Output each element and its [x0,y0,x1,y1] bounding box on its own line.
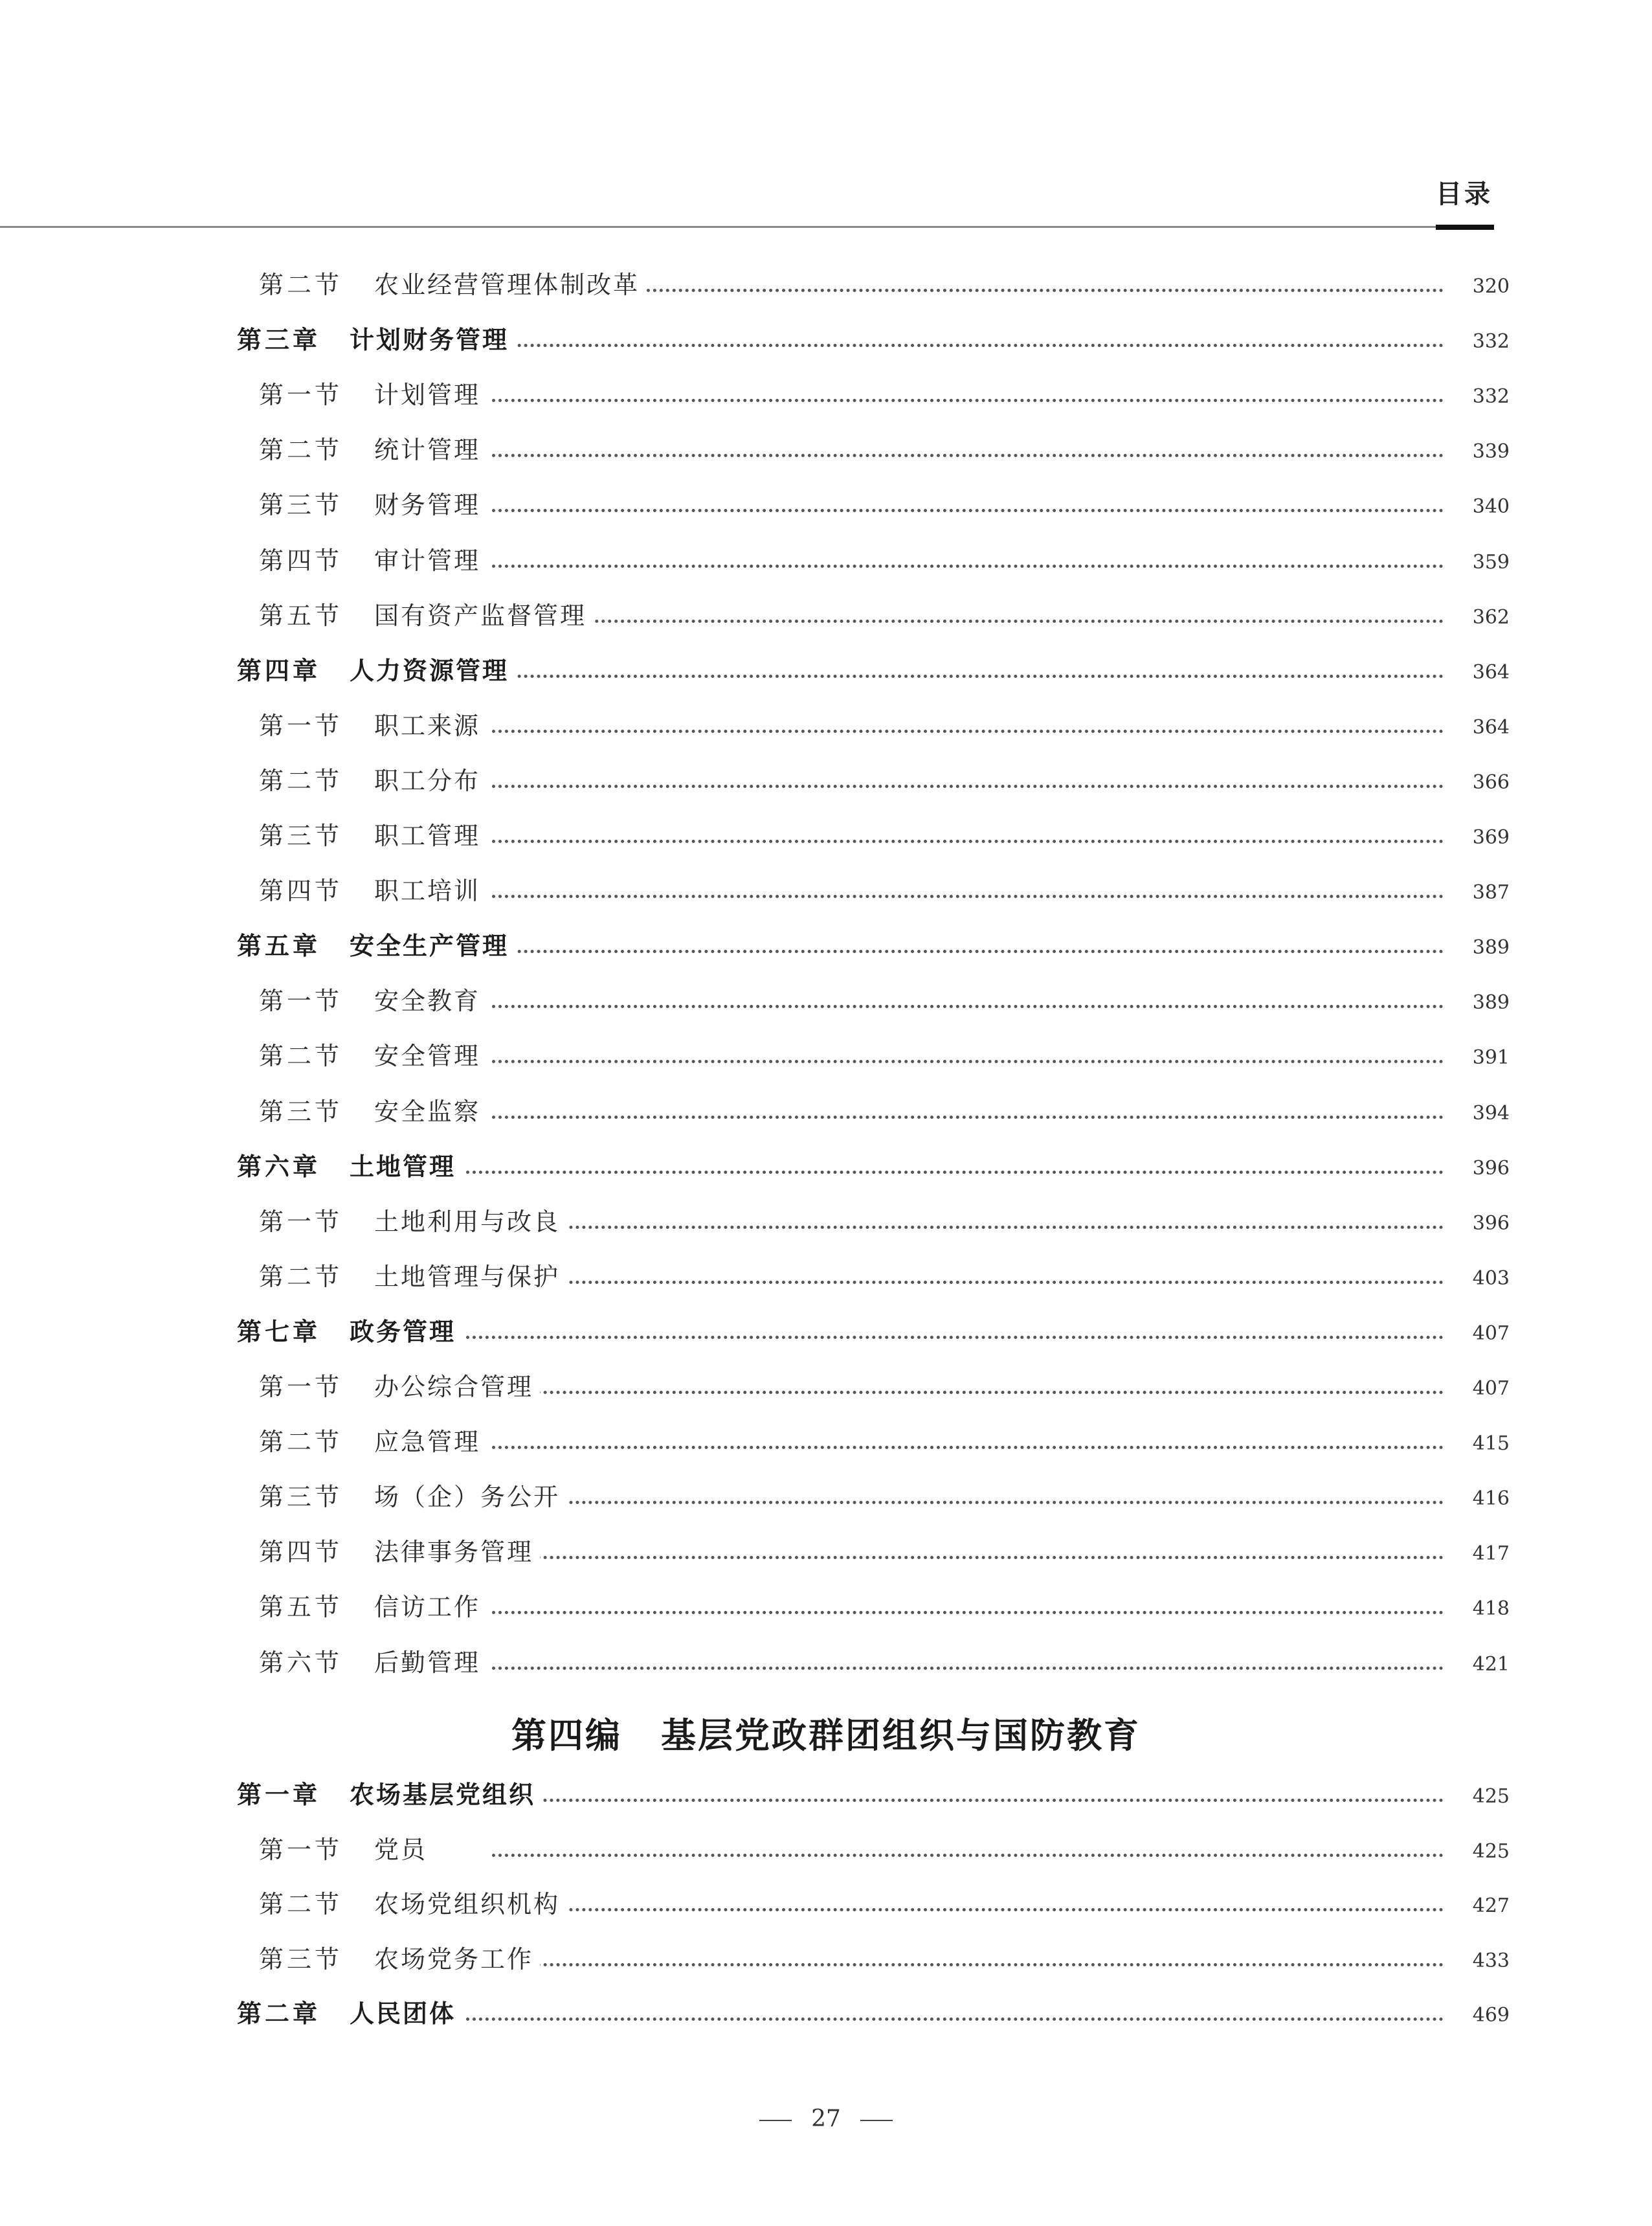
toc-entry-page: 396 [1472,1156,1510,1180]
toc-entry-label: 第二节 [259,1042,343,1071]
toc-entry-title: 职工分布 [374,761,487,800]
toc-entry-page: 389 [1472,991,1510,1015]
toc-entry-title: 财务管理 [374,486,487,524]
toc-entry-page: 418 [1472,1597,1510,1621]
toc-entry-title: 土地管理与保护 [374,1257,566,1296]
toc-entry-title: 土地利用与改良 [374,1202,566,1241]
footer-dash-left [759,2120,792,2121]
dot-leader [466,950,1444,953]
toc-section-row [0,1037,1652,1075]
toc-entry-title: 计划管理 [374,376,487,414]
toc-entry-title: 职工来源 [374,706,487,745]
toc-entry-label: 第六章 [237,1152,321,1181]
toc-entry-page: 389 [1472,936,1510,960]
toc-entry-label: 第二节 [259,271,343,299]
dot-leader [492,1963,1444,1966]
toc-chapter-row [0,927,1652,965]
toc-entry-title: 农场党务工作 [374,1940,540,1979]
dot-leader [492,1501,1444,1504]
toc-entry-label: 第一章 [237,1781,321,1809]
toc-entry-page: 320 [1472,275,1510,298]
dot-leader [492,565,1444,568]
toc-entry-label: 第四章 [237,656,321,685]
toc-entry-title: 安全监察 [374,1092,487,1131]
toc-section-row [0,431,1652,469]
header-rule [0,226,1489,228]
toc-entry-label: 第二节 [259,1262,343,1291]
toc-entry-page: 359 [1472,550,1510,574]
toc-entry-title: 统计管理 [374,431,487,469]
toc-section-row [0,1643,1652,1682]
toc-entry-page: 332 [1472,385,1510,409]
toc-entry-label: 第五节 [259,601,343,630]
toc-section-row [0,982,1652,1020]
toc-entry-page: 425 [1472,1839,1510,1863]
toc-entry-page: 403 [1472,1266,1510,1290]
toc-entry-label: 第三节 [259,1944,343,1973]
toc-entry-label: 第三节 [259,491,343,520]
toc-section-row [0,1885,1652,1924]
dot-leader [492,1226,1444,1229]
toc-entry-label: 第六节 [259,1648,343,1677]
toc-entry-page: 396 [1472,1211,1510,1235]
toc-section-row [0,1202,1652,1241]
toc-chapter-row [0,1775,1652,1814]
toc-entry-label: 第一节 [259,1207,343,1236]
toc-entry-label: 第三章 [237,326,321,355]
dot-leader [492,620,1444,623]
toc-entry-page: 364 [1472,660,1510,684]
toc-entry-page: 332 [1472,330,1510,354]
toc-entry-label: 第三节 [259,1097,343,1126]
part-title: 基层党政群团组织与国防教育 [661,1714,1141,1756]
toc-entry-page: 415 [1472,1432,1510,1456]
toc-entry-label: 第一节 [259,1373,343,1401]
toc-entry-title: 人力资源管理 [350,651,515,690]
toc-entry-label: 第四节 [259,546,343,575]
toc-entry-title: 农场党组织机构 [374,1885,566,1924]
toc-section-row [0,376,1652,414]
toc-entry-label: 第三节 [259,822,343,850]
toc-section-row [0,1533,1652,1571]
dot-leader [492,454,1444,457]
dot-leader [466,1799,1444,1802]
toc-section-row [0,1367,1652,1406]
dot-leader [492,895,1444,898]
toc-entry-page: 340 [1472,495,1510,519]
toc-section-row [0,816,1652,855]
toc-section-row [0,1257,1652,1296]
toc-chapter-row [0,320,1652,359]
toc-entry-title: 场（企）务公开 [374,1478,566,1516]
toc-entry-label: 第一节 [259,987,343,1016]
toc-entry-title: 安全生产管理 [350,927,515,965]
dot-leader [466,2018,1444,2021]
toc-entry-label: 第四节 [259,1538,343,1567]
header-accent-bar [1436,225,1494,230]
toc-section-row [0,265,1652,304]
toc-entry-title: 政务管理 [350,1312,462,1351]
footer-dash-right [860,2120,893,2121]
toc-entry-page: 425 [1472,1785,1510,1808]
page-number: 27 [811,2106,841,2132]
dot-leader [466,1171,1444,1174]
toc-entry-title: 计划财务管理 [350,320,515,359]
dot-leader [492,730,1444,733]
toc-entry-page: 433 [1472,1949,1510,1972]
toc-entry-title: 法律事务管理 [374,1533,540,1571]
toc-entry-title: 农场基层党组织 [350,1775,542,1814]
dot-leader [492,1391,1444,1394]
toc-entry-label: 第二节 [259,436,343,465]
toc-entry-label: 第七章 [237,1317,321,1346]
toc-entry-page: 416 [1472,1487,1510,1511]
toc-entry-title: 后勤管理 [374,1643,487,1682]
dot-leader [492,785,1444,788]
toc-entry-title: 安全教育 [374,982,487,1020]
toc-section-row [0,1422,1652,1461]
toc-entry-page: 469 [1472,2004,1510,2027]
toc-section-row [0,486,1652,524]
toc-entry-page: 369 [1472,826,1510,849]
toc-entry-page: 339 [1472,440,1510,464]
toc-section-row [0,871,1652,910]
toc-chapter-row [0,651,1652,690]
toc-chapter-row [0,1994,1652,2033]
dot-leader [492,1556,1444,1559]
toc-section-row [0,1588,1652,1626]
toc-entry-label: 第一节 [259,381,343,410]
dot-leader [492,1060,1444,1063]
dot-leader [492,1281,1444,1284]
toc-entry-label: 第四节 [259,877,343,906]
toc-entry-page: 417 [1472,1542,1510,1566]
toc-entry-page: 407 [1472,1377,1510,1400]
toc-entry-label: 第一节 [259,1835,343,1864]
dot-leader [492,1908,1444,1911]
toc-entry-page: 364 [1472,715,1510,739]
toc-entry-page: 421 [1472,1652,1510,1676]
toc-entry-label: 第三节 [259,1483,343,1512]
toc-chapter-row [0,1312,1652,1351]
toc-entry-title: 党员 [374,1830,434,1869]
toc-entry-label: 第五节 [259,1593,343,1622]
dot-leader [492,399,1444,402]
dot-leader [466,675,1444,678]
toc-entry-page: 362 [1472,605,1510,629]
toc-entry-label: 第二章 [237,1999,321,2028]
dot-leader [492,1667,1444,1670]
toc-entry-title: 审计管理 [374,541,487,580]
toc-section-row [0,706,1652,745]
dot-leader [492,1446,1444,1449]
toc-entry-page: 394 [1472,1101,1510,1125]
toc-entry-title: 应急管理 [374,1422,487,1461]
toc-entry-title: 土地管理 [350,1147,462,1186]
dot-leader [492,1854,1444,1857]
toc-entry-page: 427 [1472,1894,1510,1917]
page-footer [0,2106,1652,2132]
toc-section-row [0,596,1652,635]
dot-leader [492,509,1444,512]
dot-leader [466,1336,1444,1339]
toc-entry-title: 职工培训 [374,871,487,910]
toc-entry-page: 387 [1472,881,1510,905]
toc-entry-title: 办公综合管理 [374,1367,540,1406]
dot-leader [466,344,1444,347]
dot-leader [492,1005,1444,1008]
running-header-title: 目录 [1436,179,1493,209]
toc-entry-label: 第二节 [259,1428,343,1457]
toc-section-row [0,541,1652,580]
toc-entry-page: 366 [1472,770,1510,794]
toc-entry-title: 信访工作 [374,1588,487,1626]
part-heading [0,1708,1652,1758]
part-label: 第四编 [511,1714,622,1756]
toc-entry-title: 安全管理 [374,1037,487,1075]
toc-entry-title: 农业经营管理体制改革 [374,265,646,304]
toc-chapter-row [0,1147,1652,1186]
toc-entry-label: 第一节 [259,711,343,740]
toc-entry-title: 人民团体 [350,1994,462,2033]
toc-section-row [0,1478,1652,1516]
toc-entry-page: 391 [1472,1046,1510,1070]
dot-leader [492,840,1444,843]
toc-entry-label: 第二节 [259,766,343,795]
toc-entry-label: 第五章 [237,932,321,961]
toc-entry-page: 407 [1472,1321,1510,1345]
toc-entry-title: 国有资产监督管理 [374,596,593,635]
toc-section-row [0,1940,1652,1979]
dot-leader [492,1611,1444,1614]
toc-section-row [0,1830,1652,1869]
toc-entry-label: 第二节 [259,1890,343,1918]
dot-leader [492,1116,1444,1119]
toc-section-row [0,761,1652,800]
toc-entry-title: 职工管理 [374,816,487,855]
toc-section-row [0,1092,1652,1131]
